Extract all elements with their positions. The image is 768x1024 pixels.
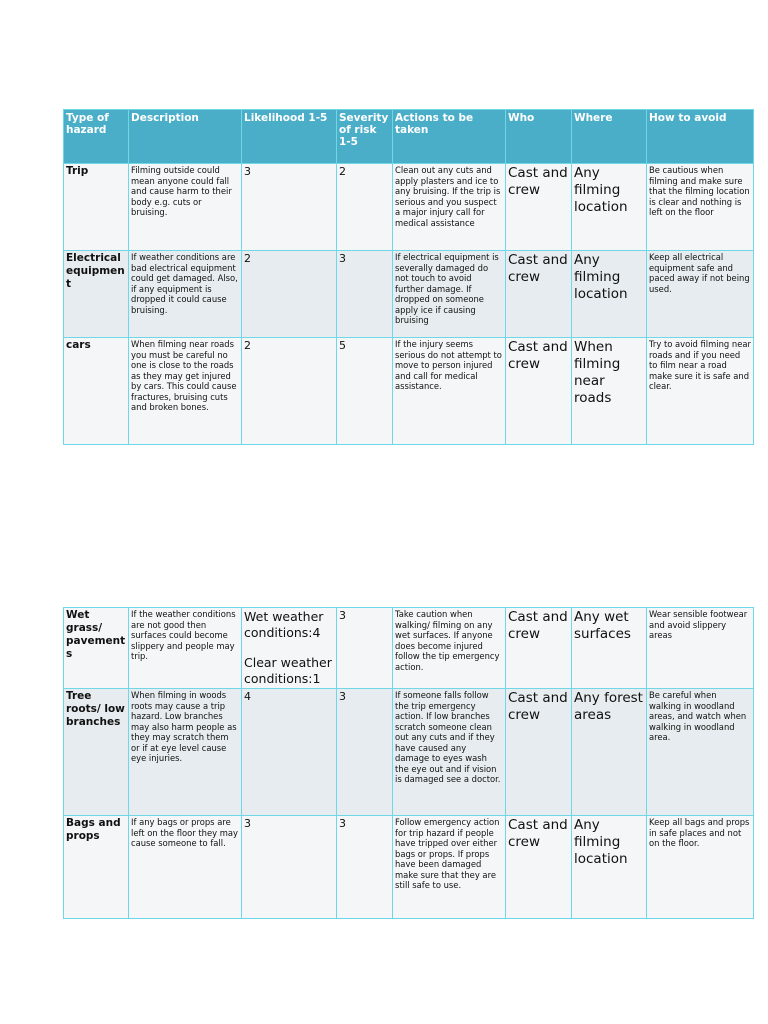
table-row <box>64 164 754 251</box>
header-type-of-hazard: Type of hazard <box>64 110 129 164</box>
who-cell: Cast and crew <box>506 608 572 689</box>
header-actions: Actions to be taken <box>393 110 506 164</box>
table-row <box>64 251 754 338</box>
where-cell: Any filming location <box>572 164 647 251</box>
actions-cell: Clean out any cuts and apply plasters and ice to any bruising. If the trip is serious and you suspect a major injury call for medical assistance <box>393 164 506 251</box>
where-cell: Any forest areas <box>572 689 647 816</box>
description-cell: If weather conditions are bad electrical equipment could get damaged. Also, if any equipment is dropped it could cause bruising. <box>129 251 242 338</box>
where-cell: Any filming location <box>572 816 647 919</box>
risk-table-bottom <box>63 607 754 919</box>
actions-cell: Take caution when walking/ filming on any wet surfaces. If anyone does become injured follow the tip emergency action. <box>393 608 506 689</box>
header-description: Description <box>129 110 242 164</box>
severity-cell: 3 <box>337 816 393 919</box>
severity-cell: 3 <box>337 689 393 816</box>
risk-table-top <box>63 109 754 445</box>
who-cell: Cast and crew <box>506 338 572 445</box>
likelihood-wet: Wet weather conditions:4 <box>244 609 324 640</box>
avoid-cell: Wear sensible footwear and avoid slippery areas <box>647 608 754 689</box>
hazard-cell: Wet grass/ pavements <box>64 608 129 689</box>
table-row <box>64 608 754 689</box>
description-cell: When filming in woods roots may cause a trip hazard. Low branches may also harm people as they may scratch them or if at eye level cause eye injuries. <box>129 689 242 816</box>
who-cell: Cast and crew <box>506 816 572 919</box>
likelihood-cell: 3 <box>242 164 337 251</box>
hazard-cell: Tree roots/ low branches <box>64 689 129 816</box>
severity-cell: 5 <box>337 338 393 445</box>
description-cell: When filming near roads you must be careful no one is close to the roads as they may get injured by cars. This could cause fractures, bruising cuts and broken bones. <box>129 338 242 445</box>
description-cell: If the weather conditions are not good then surfaces could become slippery and people may trip. <box>129 608 242 689</box>
avoid-cell: Be cautious when filming and make sure that the filming location is clear and nothing is left on the floor <box>647 164 754 251</box>
table-row <box>64 816 754 919</box>
avoid-cell: Be careful when walking in woodland areas, and watch when walking in woodland area. <box>647 689 754 816</box>
actions-cell: Follow emergency action for trip hazard if people have tripped over either bags or props. If props have been damaged make sure that they are still safe to use. <box>393 816 506 919</box>
who-cell: Cast and crew <box>506 164 572 251</box>
header-likelihood: Likelihood 1-5 <box>242 110 337 164</box>
likelihood-cell: 4 <box>242 689 337 816</box>
likelihood-cell: 3 <box>242 816 337 919</box>
header-who: Who <box>506 110 572 164</box>
table-row <box>64 338 754 445</box>
where-cell: Any wet surfaces <box>572 608 647 689</box>
severity-cell: 2 <box>337 164 393 251</box>
actions-cell: If the injury seems serious do not attempt to move to person injured and call for medical assistance. <box>393 338 506 445</box>
header-severity: Severity of risk 1-5 <box>337 110 393 164</box>
avoid-cell: Try to avoid filming near roads and if you need to film near a road make sure it is safe and clear. <box>647 338 754 445</box>
header-how-to-avoid: How to avoid <box>647 110 754 164</box>
where-cell: Any filming location <box>572 251 647 338</box>
header-where: Where <box>572 110 647 164</box>
description-cell: Filming outside could mean anyone could fall and cause harm to their body e.g. cuts or bruising. <box>129 164 242 251</box>
hazard-cell: cars <box>64 338 129 445</box>
table-row <box>64 689 754 816</box>
who-cell: Cast and crew <box>506 251 572 338</box>
hazard-cell: Trip <box>64 164 129 251</box>
likelihood-cell: 2 <box>242 338 337 445</box>
avoid-cell: Keep all electrical equipment safe and paced away if not being used. <box>647 251 754 338</box>
hazard-cell: Electrical equipment <box>64 251 129 338</box>
severity-cell: 3 <box>337 608 393 689</box>
description-cell: If any bags or props are left on the floor they may cause someone to fall. <box>129 816 242 919</box>
who-cell: Cast and crew <box>506 689 572 816</box>
actions-cell: If electrical equipment is severally damaged do not touch to avoid further damage. If dropped on someone apply ice if causing bruising <box>393 251 506 338</box>
header-row <box>64 110 754 164</box>
avoid-cell: Keep all bags and props in safe places and not on the floor. <box>647 816 754 919</box>
where-cell: When filming near roads <box>572 338 647 445</box>
likelihood-cell <box>242 608 337 689</box>
hazard-cell: Bags and props <box>64 816 129 919</box>
likelihood-cell: 2 <box>242 251 337 338</box>
likelihood-clear: Clear weather conditions:1 <box>244 655 332 686</box>
actions-cell: If someone falls follow the trip emergency action. If low branches scratch someone clean out any cuts and if they have caused any damage to eyes wash the eye out and if vision is damaged see a doctor. <box>393 689 506 816</box>
severity-cell: 3 <box>337 251 393 338</box>
